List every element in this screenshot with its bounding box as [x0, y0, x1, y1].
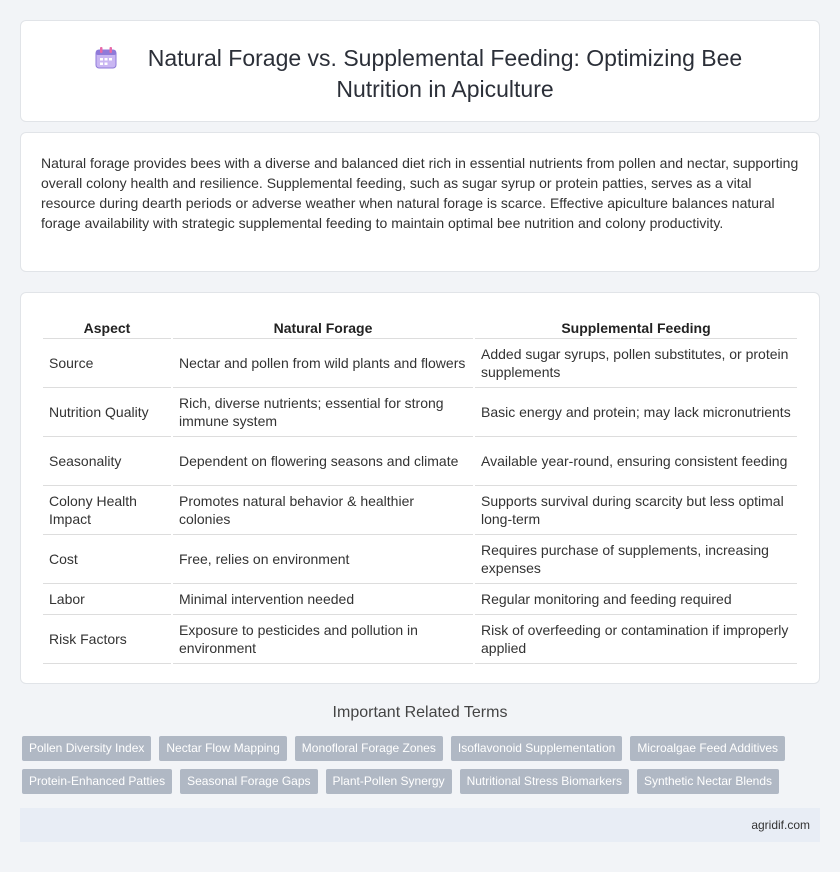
related-terms-list [22, 736, 802, 794]
row-natural: Rich, diverse nutrients; essential for strong immune system [173, 388, 473, 437]
header-supplemental-feeding: Supplemental Feeding [475, 315, 797, 339]
row-aspect: Nutrition Quality [43, 388, 171, 437]
footer-site-link[interactable]: agridif.com [751, 818, 810, 832]
term-tag[interactable]: Nectar Flow Mapping [159, 736, 286, 761]
row-supplemental: Added sugar syrups, pollen substitutes, or protein supplements [475, 339, 797, 388]
table-row [43, 535, 797, 584]
table-row [43, 584, 797, 615]
row-supplemental: Risk of overfeeding or contamination if improperly applied [475, 615, 797, 664]
term-tag[interactable]: Protein-Enhanced Patties [22, 769, 172, 794]
row-natural: Nectar and pollen from wild plants and flowers [173, 339, 473, 388]
footer [20, 808, 820, 842]
row-natural: Free, relies on environment [173, 535, 473, 584]
row-aspect: Seasonality [43, 437, 171, 486]
table-row [43, 437, 797, 486]
row-aspect: Labor [43, 584, 171, 615]
comparison-table [41, 315, 799, 664]
term-tag[interactable]: Synthetic Nectar Blends [637, 769, 779, 794]
table-row [43, 388, 797, 437]
term-tag[interactable]: Plant-Pollen Synergy [326, 769, 452, 794]
row-natural: Minimal intervention needed [173, 584, 473, 615]
row-supplemental: Available year-round, ensuring consistent feeding [475, 437, 797, 486]
row-supplemental: Basic energy and protein; may lack micronutrients [475, 388, 797, 437]
row-aspect: Source [43, 339, 171, 388]
title-card [20, 20, 820, 122]
row-natural: Dependent on flowering seasons and climate [173, 437, 473, 486]
page-title: Natural Forage vs. Supplemental Feeding: Optimizing Bee Nutrition in Apiculture [147, 45, 743, 102]
row-supplemental: Requires purchase of supplements, increasing expenses [475, 535, 797, 584]
term-tag[interactable]: Pollen Diversity Index [22, 736, 151, 761]
header-aspect: Aspect [43, 315, 171, 339]
table-header-row [43, 315, 797, 339]
table-row [43, 486, 797, 535]
term-tag[interactable]: Isoflavonoid Supplementation [451, 736, 622, 761]
table-row [43, 615, 797, 664]
comparison-card [20, 292, 820, 684]
table-row [43, 339, 797, 388]
term-tag[interactable]: Microalgae Feed Additives [630, 736, 785, 761]
row-aspect: Cost [43, 535, 171, 584]
row-natural: Exposure to pesticides and pollution in environment [173, 615, 473, 664]
intro-card [20, 132, 820, 272]
row-supplemental: Regular monitoring and feeding required [475, 584, 797, 615]
term-tag[interactable]: Nutritional Stress Biomarkers [460, 769, 629, 794]
row-supplemental: Supports survival during scarcity but less optimal long-term [475, 486, 797, 535]
row-aspect: Risk Factors [43, 615, 171, 664]
row-aspect: Colony Health Impact [43, 486, 171, 535]
intro-paragraph: Natural forage provides bees with a diverse and balanced diet rich in essential nutrients from pollen and nectar, supporting overall colony health and resilience. Supplemental feeding, such as sugar syrup or protein patties, serves as a vital resource during dearth periods or adverse weather when natural forage is scarce. Effective apiculture balances natural forage availability with strategic supplemental feeding to maintain optimal bee nutrition and colony productivity. [41, 155, 799, 231]
header-natural-forage: Natural Forage [173, 315, 473, 339]
term-tag[interactable]: Seasonal Forage Gaps [180, 769, 317, 794]
term-tag[interactable]: Monofloral Forage Zones [295, 736, 443, 761]
related-terms-heading: Important Related Terms [332, 704, 508, 721]
row-natural: Promotes natural behavior & healthier colonies [173, 486, 473, 535]
